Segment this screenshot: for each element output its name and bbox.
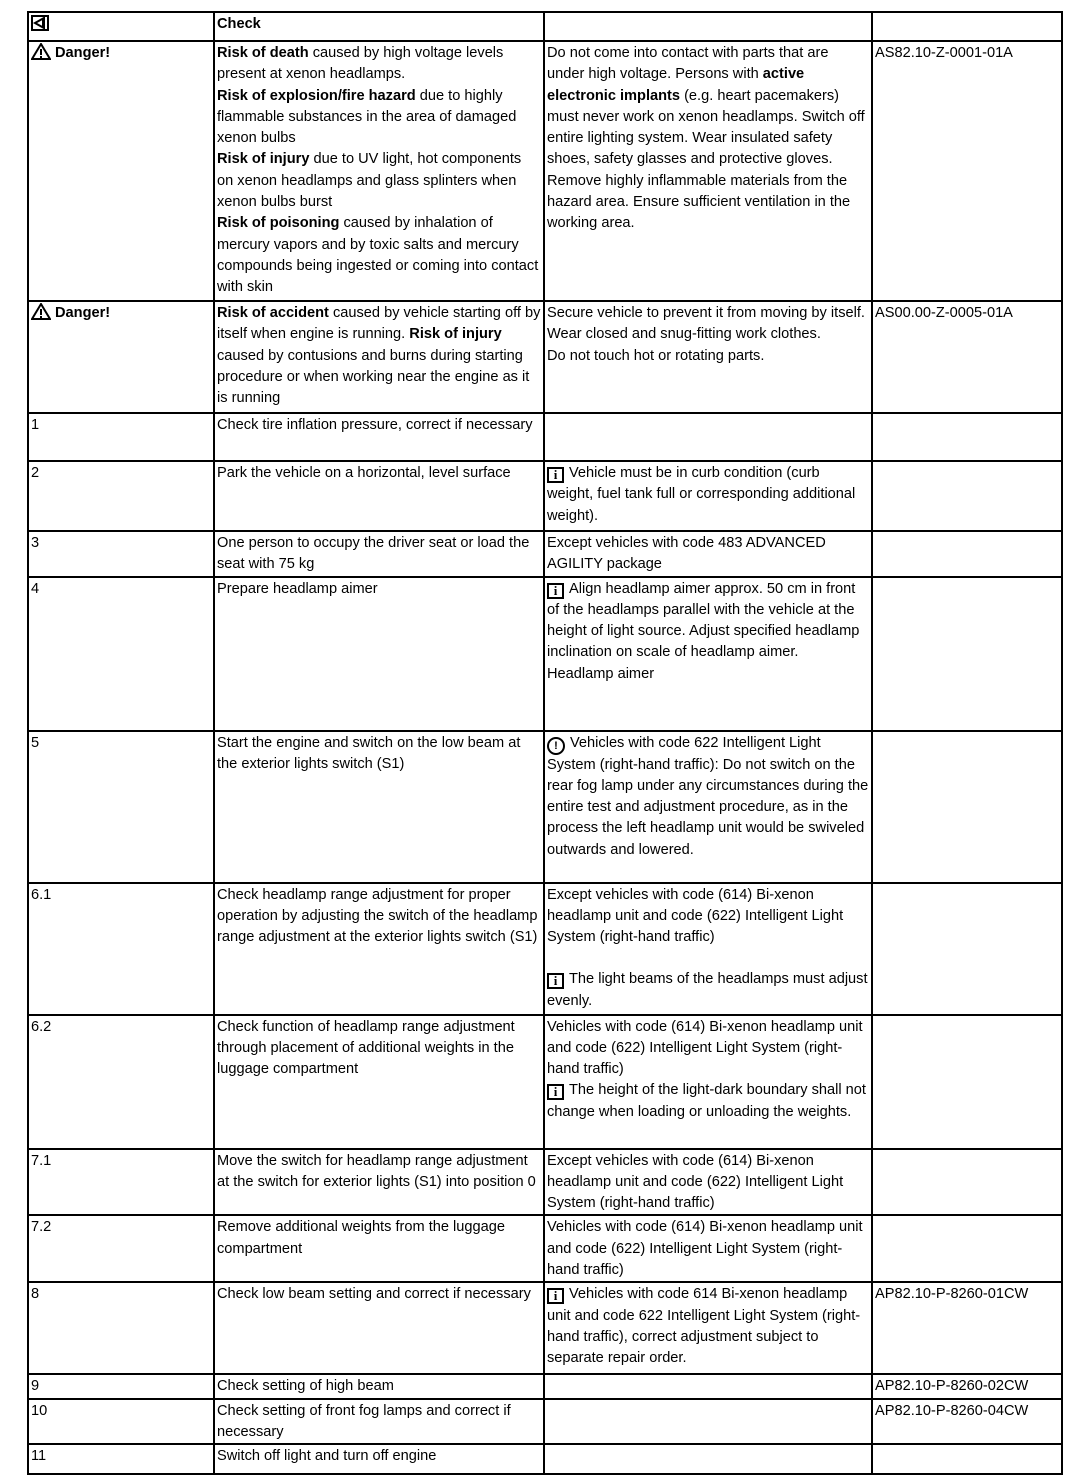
reference-cell (872, 1282, 1062, 1374)
check-cell (214, 883, 544, 1015)
info-icon: i (547, 1288, 564, 1304)
text: Vehicle must be in curb condition (curb weight, fuel tank full or corresponding additional weight). (547, 465, 856, 524)
step-number: 2 (31, 465, 40, 481)
table-row (28, 1282, 1062, 1374)
text: The light beams of the headlamps must adjust evenly. (547, 971, 868, 1009)
step-number: 1 (31, 417, 40, 433)
environment-note-icon: ! (547, 737, 565, 755)
step-cell (28, 461, 214, 531)
table-row (28, 1215, 1062, 1282)
check-cell (214, 577, 544, 731)
step-cell (28, 1149, 214, 1216)
reference-cell (872, 461, 1062, 531)
check-cell (214, 1444, 544, 1474)
danger-label: Danger! (55, 305, 111, 321)
reference-link[interactable]: AP82.10-P-8260-04CW (875, 1402, 1029, 1419)
text: Check setting of front fog lamps and correct if necessary (217, 1402, 511, 1440)
text: Wear closed and snug-fitting work clothes. (547, 326, 821, 343)
check-cell (214, 1282, 544, 1374)
step-number: 5 (31, 734, 40, 751)
text: caused by inhalation of mercury vapors and by toxic salts and mercury compounds being ingested or coming into contact with skin (217, 215, 539, 296)
text: One person to occupy the driver seat or load the seat with 75 kg (217, 535, 530, 573)
info-icon: i (547, 467, 564, 483)
table-row (28, 1399, 1062, 1445)
text: Vehicles with code (614) Bi-xenon headlamp unit and code (622) Intelligent Light System (right-hand traffic) (547, 1219, 863, 1279)
check-cell (214, 531, 544, 577)
reference-cell (872, 1015, 1062, 1149)
note-cell (544, 1399, 872, 1445)
note-cell (544, 1444, 872, 1474)
reference-cell (872, 1444, 1062, 1474)
step-cell (28, 731, 214, 883)
note-cell (544, 1374, 872, 1398)
note-cell (544, 461, 872, 531)
step-cell (28, 413, 214, 461)
risk-heading: Risk of injury (409, 326, 502, 343)
header-col3 (544, 12, 872, 41)
procedure-table (27, 11, 1063, 1475)
text: due to UV light, hot components on xenon headlamps and glass splinters when xenon bulbs burst (217, 151, 522, 211)
table-row (28, 41, 1062, 301)
text: Headlamp aimer (547, 665, 655, 682)
text: Secure vehicle to prevent it from moving by itself. (547, 305, 865, 321)
check-cell (214, 41, 544, 301)
note-cell (544, 731, 872, 883)
reference-link[interactable]: AP82.10-P-8260-02CW (875, 1378, 1029, 1395)
step-cell (28, 531, 214, 577)
risk-heading: Risk of explosion/fire hazard (217, 87, 416, 104)
table-row (28, 1374, 1062, 1398)
table-row (28, 531, 1062, 577)
table-row (28, 577, 1062, 731)
info-icon: i (547, 973, 564, 989)
step-cell (28, 577, 214, 731)
check-cell (214, 301, 544, 413)
text: Except vehicles with code (614) Bi-xenon headlamp unit and code (622) Intelligent Light System (right-hand traffic) (547, 1152, 844, 1212)
text: Prepare headlamp aimer (217, 580, 378, 597)
note-cell (544, 883, 872, 1015)
reference-cell (872, 1215, 1062, 1282)
table-row (28, 883, 1062, 1015)
note-cell (544, 1149, 872, 1216)
table-row (28, 1444, 1062, 1474)
text: Check setting of high beam (217, 1378, 394, 1395)
text: caused by vehicle starting off by itself when engine is running. (217, 305, 541, 343)
text: Switch off light and turn off engine (217, 1448, 437, 1465)
text: Remove additional weights from the luggage compartment (217, 1219, 505, 1257)
step-number: 7.2 (31, 1219, 52, 1236)
check-cell (214, 1399, 544, 1445)
text: Move the switch for headlamp range adjustment at the switch for exterior lights (S1) into position 0 (217, 1152, 536, 1190)
table-row (28, 1015, 1062, 1149)
text: due to highly flammable substances in the area of damaged xenon bulbs (217, 87, 517, 147)
reference-cell (872, 413, 1062, 461)
header-check-label: Check (217, 16, 261, 32)
step-cell (28, 883, 214, 1015)
check-cell (214, 731, 544, 883)
text: Vehicles with code (614) Bi-xenon headlamp unit and code (622) Intelligent Light System (right-hand traffic) (547, 1018, 863, 1078)
reference-cell (872, 301, 1062, 413)
check-cell (214, 1015, 544, 1149)
text: The height of the light-dark boundary shall not change when loading or unloading the weights. (547, 1082, 866, 1120)
text: Except vehicles with code (614) Bi-xenon headlamp unit and code (622) Intelligent Light System (right-hand traffic) (547, 886, 844, 946)
text: Check tire inflation pressure, correct if necessary (217, 417, 533, 433)
risk-heading: Risk of injury (217, 151, 310, 168)
reference-cell (872, 1399, 1062, 1445)
step-number: 3 (31, 535, 40, 551)
text: caused by high voltage levels present at xenon headlamps. (217, 45, 504, 83)
risk-heading: Risk of accident (217, 305, 329, 321)
step-cell (28, 1444, 214, 1474)
risk-heading: active electronic implants (547, 66, 805, 104)
note-cell (544, 301, 872, 413)
step-cell (28, 1015, 214, 1149)
text: Do not come into contact with parts that are under high voltage. Persons with (547, 45, 829, 83)
text: Park the vehicle on a horizontal, level surface (217, 465, 511, 481)
text: Vehicles with code 614 Bi-xenon headlamp unit and code 622 Intelligent Light System (right-hand traffic), correct adjustment subject to separate repair order. (547, 1286, 861, 1367)
header-row (28, 12, 1062, 41)
header-check (214, 12, 544, 41)
step-cell (28, 1215, 214, 1282)
table-row (28, 301, 1062, 413)
step-cell (28, 301, 214, 413)
step-number: 11 (31, 1448, 47, 1465)
reference-cell (872, 531, 1062, 577)
step-number: 4 (31, 580, 40, 597)
warning-triangle-icon (31, 303, 51, 327)
step-cell (28, 41, 214, 301)
text: Do not touch hot or rotating parts. (547, 347, 765, 364)
back-cell (28, 12, 214, 41)
reference-link[interactable]: AS00.00-Z-0005-01A (875, 305, 1013, 321)
check-cell (214, 461, 544, 531)
step-cell (28, 1282, 214, 1374)
text: Align headlamp aimer approx. 50 cm in front of the headlamps parallel with the vehicle at the height of light source. Adjust specified headlamp inclination on scale of headlamp aimer. (547, 580, 860, 661)
warning-triangle-icon (31, 43, 51, 67)
note-cell (544, 1015, 872, 1149)
step-number: 10 (31, 1402, 48, 1419)
text: Check headlamp range adjustment for proper operation by adjusting the switch of the headlamp range adjustment at the exterior lights switch (S1) (217, 886, 538, 946)
header-col4 (872, 12, 1062, 41)
note-cell (544, 531, 872, 577)
step-number: 6.1 (31, 886, 52, 903)
note-cell (544, 413, 872, 461)
note-cell (544, 1282, 872, 1374)
text: Check function of headlamp range adjustment through placement of additional weights in the luggage compartment (217, 1018, 515, 1078)
check-cell (214, 1215, 544, 1282)
reference-cell (872, 1374, 1062, 1398)
table-row (28, 461, 1062, 531)
note-cell (544, 1215, 872, 1282)
danger-label: Danger! (55, 45, 111, 61)
reference-cell (872, 1149, 1062, 1216)
text: Vehicles with code 622 Intelligent Light System (right-hand traffic): Do not switch on the rear fog lamp under any circumstances during the entire test and adjustment procedure, as in the process the left headlamp unit would be swiveled outwards and lowered. (547, 734, 869, 858)
table-row (28, 1149, 1062, 1216)
risk-heading: Risk of poisoning (217, 215, 340, 232)
text: Check low beam setting and correct if necessary (217, 1286, 531, 1303)
info-icon: i (547, 1084, 564, 1100)
text: Except vehicles with code 483 ADVANCED AGILITY package (547, 535, 826, 573)
step-number: 7.1 (31, 1152, 52, 1169)
spacer (547, 948, 869, 969)
note-cell (544, 577, 872, 731)
reference-cell (872, 41, 1062, 301)
check-cell (214, 1374, 544, 1398)
check-cell (214, 413, 544, 461)
text: caused by contusions and burns during starting procedure or when working near the engine as it is running (217, 347, 530, 407)
step-number: 6.2 (31, 1018, 52, 1035)
text: (e.g. heart pacemakers) must never work on xenon headlamps. Switch off entire lighting system. Wear insulated safety shoes, safety glasses and protective gloves. Remove highly inflammable materials from the hazard area. Ensure sufficient ventilation in the working area. (547, 87, 865, 232)
reference-link[interactable]: AS82.10-Z-0001-01A (875, 45, 1013, 61)
check-cell (214, 1149, 544, 1216)
back-arrow-icon[interactable] (31, 15, 49, 38)
step-number: 8 (31, 1286, 40, 1303)
reference-cell (872, 883, 1062, 1015)
note-cell (544, 41, 872, 301)
text: Start the engine and switch on the low beam at the exterior lights switch (S1) (217, 734, 521, 772)
risk-heading: Risk of death (217, 45, 309, 61)
table-row (28, 731, 1062, 883)
reference-cell (872, 577, 1062, 731)
step-cell (28, 1399, 214, 1445)
reference-cell (872, 731, 1062, 883)
table-row (28, 413, 1062, 461)
info-icon: i (547, 583, 564, 599)
step-number: 9 (31, 1378, 40, 1395)
step-cell (28, 1374, 214, 1398)
reference-link[interactable]: AP82.10-P-8260-01CW (875, 1286, 1029, 1303)
